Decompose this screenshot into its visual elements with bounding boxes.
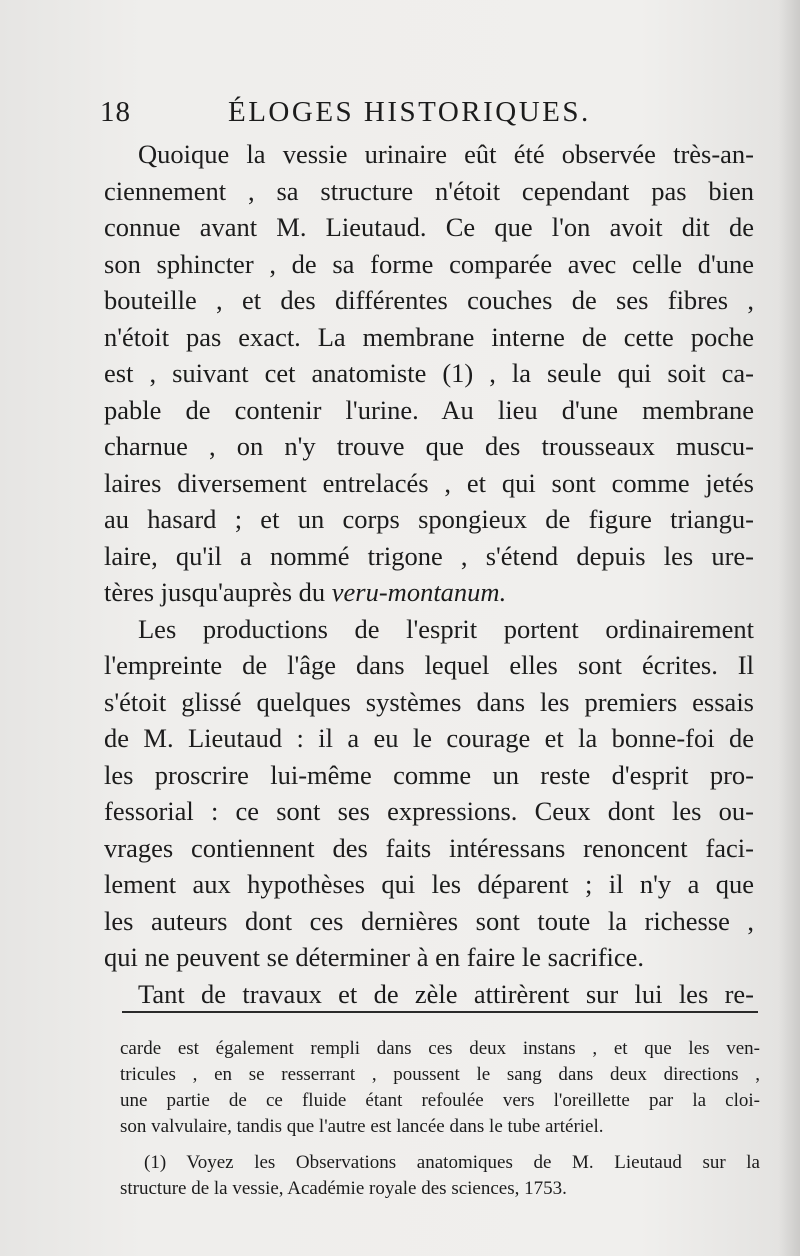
text-line: ciennement , sa structure n'étoit cependant pas bien: [104, 175, 754, 206]
text-line: Quoique la vessie urinaire eût été observée très-an-: [138, 139, 754, 169]
italic-term: veru-montanum.: [331, 577, 507, 607]
text-line: son sphincter , de sa forme comparée avec celle d'une: [104, 248, 754, 279]
text-line: les auteurs dont ces dernières sont toute la richesse ,: [104, 905, 754, 936]
main-text: [104, 136, 754, 1012]
page-spine-shadow: [778, 0, 800, 1256]
text-line-last: qui ne peuvent se déterminer à en faire le sacrifice.: [104, 942, 645, 972]
text-line: connue avant M. Lieutaud. Ce que l'on avoit dit de: [104, 212, 754, 242]
text-line: de M. Lieutaud : il a eu le courage et la bonne-foi de: [104, 723, 754, 753]
footnotes: [120, 1036, 760, 1202]
text-line: l'empreinte de l'âge dans lequel elles sont écrites. Il: [104, 650, 754, 680]
page-header: [100, 96, 760, 136]
text-line: laires diversement entrelacés , et qui sont comme jetés: [104, 467, 754, 498]
page-number: 18: [100, 96, 131, 128]
footnote-line: une partie de ce fluide étant refoulée vers l'oreillette par la cloi-: [120, 1090, 760, 1111]
footnote-line: tricules , en se resserrant , poussent le sang dans deux directions ,: [120, 1064, 760, 1085]
footnote-rule: [122, 1011, 758, 1013]
text-line: au hasard ; et un corps spongieux de figure triangu-: [104, 504, 754, 534]
text-line-last: [104, 574, 754, 611]
text-line: pable de contenir l'urine. Au lieu d'une membrane: [104, 394, 754, 425]
text-line: vrages contiennent des faits intéressans renoncent faci-: [104, 832, 754, 863]
text-line: s'étoit glissé quelques systèmes dans les premiers essais: [104, 686, 754, 717]
text-line: les proscrire lui-même comme un reste d'esprit pro-: [104, 759, 754, 790]
text-line: Les productions de l'esprit portent ordinairement: [138, 613, 754, 644]
text-line: Tant de travaux et de zèle attirèrent sur lui les re-: [138, 978, 754, 1009]
text-line: fessorial : ce sont ses expressions. Ceux dont les ou-: [104, 796, 754, 826]
footnote-gap: [120, 1140, 760, 1150]
text-line: lement aux hypothèses qui les déparent ; il n'y a que: [104, 869, 754, 899]
text-line: laire, qu'il a nommé trigone , s'étend depuis les ure-: [104, 540, 754, 571]
text-line: n'étoit pas exact. La membrane interne de cette poche: [104, 321, 754, 352]
text-line: bouteille , et des différentes couches de ses fibres ,: [104, 285, 754, 315]
footnote-1: (1) Voyez les Observations anatomiques de M. Lieutaud sur la: [144, 1152, 760, 1173]
footnote-line: carde est également rempli dans ces deux instans , et que les ven-: [120, 1038, 760, 1059]
footnote-line-last: son valvulaire, tandis que l'autre est lancée dans le tube artériel.: [120, 1116, 604, 1137]
text-line: charnue , on n'y trouve que des trousseaux muscu-: [104, 431, 754, 461]
footnote-1-last: structure de la vessie, Académie royale des sciences, 1753.: [120, 1178, 567, 1199]
running-title: ÉLOGES HISTORIQUES.: [228, 96, 591, 128]
text-line: est , suivant cet anatomiste (1) , la seule qui soit ca-: [104, 358, 754, 388]
text-line-prefix: tères jusqu'auprès du: [104, 577, 332, 607]
